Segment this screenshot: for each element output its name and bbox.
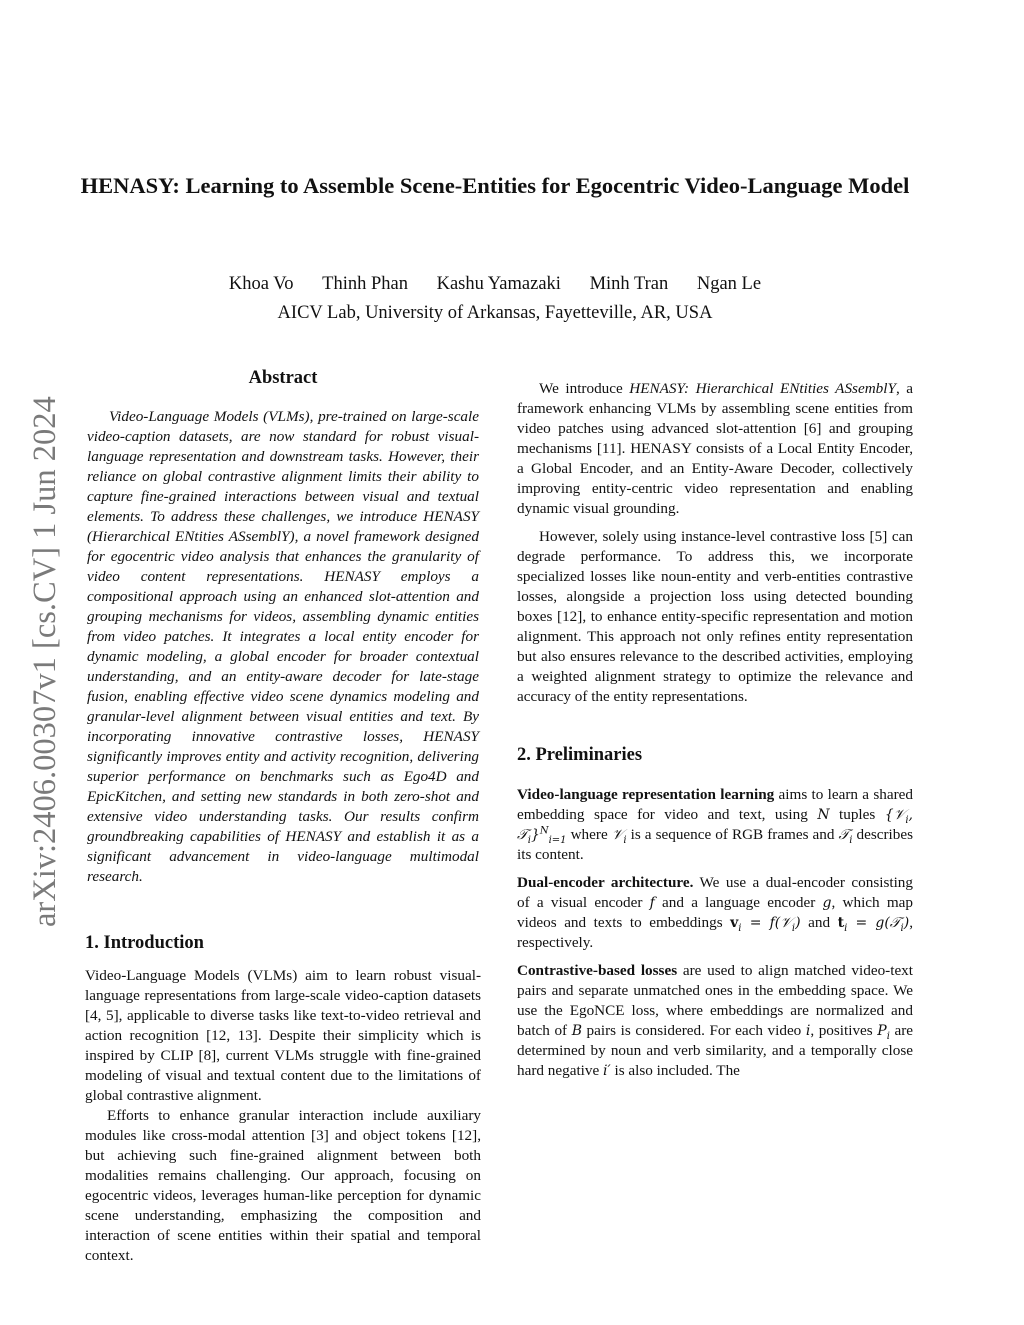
author-name: Khoa Vo xyxy=(228,274,294,294)
math-expression: i xyxy=(805,1023,811,1039)
intro-paragraph-2: Efforts to enhance granular interaction include auxiliary modules like cross-modal attention [3] and object tokens [12], but achieving such fine-grained alignment between both modalities remains challenging. Our approach, focusing on egocentric videos, leverages human-like perception for dynamic scene understanding, emphasizing the composition and interaction of scene entities within their spatial and temporal context. xyxy=(85,1107,481,1264)
math-expression: $P_i$ xyxy=(877,1023,890,1042)
intro-paragraph-1: Video-Language Models (VLMs) aim to learn robust visual-language representations from large-scale video-caption datasets [4, 5], applicable to diverse tasks like text-to-video retrieval and action recognition [12, 13]. Despite their simplicity which is inspired by CLIP [8], current VLMs struggle with fine-grained modeling of visual and textual content due to the limitations of global contrastive alignment. xyxy=(85,967,481,1104)
math-expression: i′ xyxy=(603,1063,611,1079)
math-expression: N xyxy=(817,807,830,823)
math-expression: $t_i$ = g(𝒯$_i$) xyxy=(837,915,910,934)
math-expression: f xyxy=(649,895,655,911)
intro-paragraph-4: However, solely using instance-level contrastive loss [5] can degrade performance. To address this, we incorporate specialized losses like noun-entity and verb-entities contrastive losses, alongside a projection loss using detected bounding boxes [12], to enhance entity-specific representation and motion alignment. This approach not only refines entity representation but also ensures relevance to the described activities, employing a weighted alignment strategy to optimize the relevance and accuracy of the entity representations. xyxy=(517,528,913,705)
affiliation: AICV Lab, University of Arkansas, Fayetteville, AR, USA xyxy=(277,303,713,323)
arxiv-identifier: arXiv:2406.00307v1 [cs.CV] 1 Jun 2024 xyxy=(27,396,63,927)
right-column xyxy=(517,371,913,1081)
prelim-paragraph-vlrl: Video-language representation learning aims to learn a shared embedding space for video and text, using N tuples {𝒱$_i$, 𝒯$_i$}$^N_{i=1}$ where 𝒱$_i$ is a sequence of RGB frames and 𝒯$_i$ describes its content. xyxy=(517,786,913,863)
author-name: Ngan Le xyxy=(696,274,762,294)
left-column xyxy=(85,366,481,1266)
intro-paragraph-3: We introduce HENASY: Hierarchical ENtities ASsemblY, a framework enhancing VLMs by assembling scene entities from video patches using advanced slot-attention [6] and grouping mechanisms [11]. HENASY consists of a Local Entity Encoder, a Global Encoder, and an Entity-Aware Decoder, collectively improving entity-centric video representation and enabling dynamic visual grounding. xyxy=(517,380,914,517)
paper-title: HENASY: Learning to Assemble Scene-Entities for Egocentric Video-Language Model xyxy=(80,173,910,198)
math-expression: B xyxy=(571,1023,582,1039)
author-name: Minh Tran xyxy=(589,274,669,294)
author-list xyxy=(150,270,840,298)
paragraph-heading: Dual-encoder architecture. xyxy=(517,874,694,891)
prelim-paragraph-dual-encoder: Dual-encoder architecture. We use a dual-encoder consisting of a visual encoder f and a language encoder g, which map videos and texts to embeddings $v_i$ = f(𝒱$_i$) and $t_i$ = g(𝒯$_i$), respectively. xyxy=(517,874,913,951)
author-name: Kashu Yamazaki xyxy=(436,274,561,294)
paragraph-heading: Contrastive-based losses xyxy=(517,962,678,979)
paragraph-heading: Video-language representation learning xyxy=(517,786,775,803)
math-expression: g xyxy=(822,895,832,911)
preliminaries-heading: 2. Preliminaries xyxy=(517,745,643,765)
introduction-heading: 1. Introduction xyxy=(85,933,204,953)
math-expression: 𝒱$_i$ xyxy=(611,827,627,846)
author-name: Thinh Phan xyxy=(322,274,408,294)
abstract-heading: Abstract xyxy=(248,368,318,388)
abstract-text: Video-Language Models (VLMs), pre-trained on large-scale video-caption datasets, are now standard for robust visual-language representation and downstream tasks. However, their reliance on global contrastive alignment limits their ability to capture fine-grained interactions between visual and textual elements. To address these challenges, we introduce HENASY (Hierarchical ENtities ASsemblY), a novel framework designed for egocentric video analysis that enhances the granularity of video content representations. HENASY employs a compositional approach using an enhanced slot-attention and grouping mechanisms for videos, assembling dynamic entities from video patches. It integrates a local entity encoder for dynamic modeling, a global encoder for broader contextual understanding, and an entity-aware decoder for late-stage fusion, enabling effective video scene dynamics modeling and granular-level alignment between visual entities and text. By incorporating innovative contrastive losses, HENASY significantly improves entity and activity recognition, delivering superior performance on benchmarks such as Ego4D and EpicKitchen, and setting new standards in both zero-shot and extensive video understanding tasks. Our results confirm groundbreaking capabilities of HENASY and establish it as a significant advancement in video-language multimodal research. xyxy=(87,408,479,885)
math-expression: $v_i$ = f(𝒱$_i$) xyxy=(730,915,801,934)
method-name: HENASY: Hierarchical ENtities ASsemblY xyxy=(629,380,896,397)
math-expression: 𝒯$_i$ xyxy=(838,827,853,846)
prelim-paragraph-contrastive: Contrastive-based losses are used to align matched video-text pairs and separate unmatched ones in the embedding space. We use the EgoNCE loss, where embeddings are normalized and batch of B pairs is considered. For each video i, positives $P_i$ are determined by noun and verb similarity, and a temporally close hard negative i′ is also included. The xyxy=(517,962,913,1079)
math-expression: {𝒱$_i$, 𝒯$_i$}$^N_{i=1}$ xyxy=(517,807,913,846)
